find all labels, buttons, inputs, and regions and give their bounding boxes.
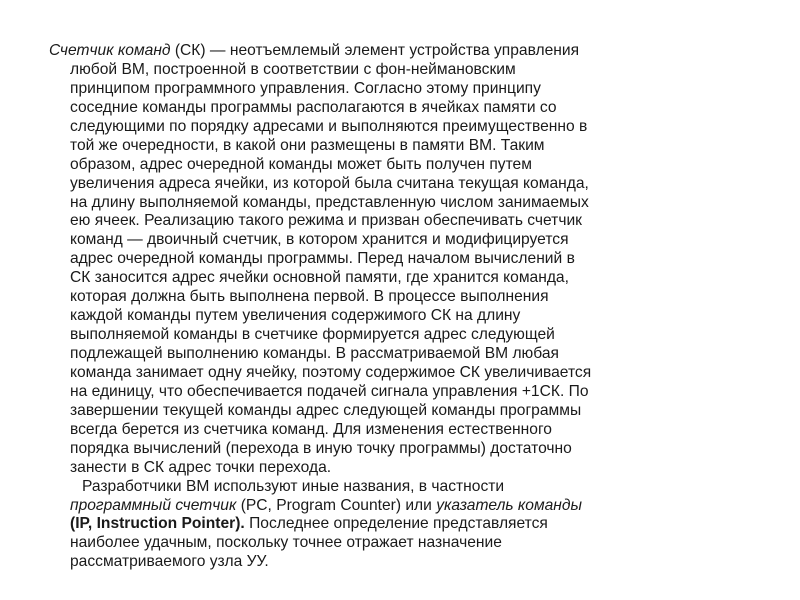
paragraph-line: подлежащей выполнению команды. В рассматриваемой ВМ любая — [70, 345, 559, 362]
paragraph-line: любой ВМ, построенной в соответствии с фон-неймановским — [70, 60, 516, 78]
paragraph-line: каждой команды путем увеличения содержимого СК на длину — [70, 307, 521, 325]
paragraph-line: завершении текущей команды адрес следующей команды программы — [70, 401, 582, 419]
term-program-counter-alt: программный счетчик — [70, 496, 237, 514]
paragraph-line: соседние команды программы располагаются в ячейках памяти со — [70, 98, 557, 116]
paragraph-line: рассматриваемого узла УУ. — [70, 553, 269, 571]
paragraph-line: увеличения адреса ячейки, из которой была считана текущая команда, — [70, 174, 589, 192]
paragraph-line: (IP, Instruction Pointer). Последнее определение представляется — [70, 515, 548, 533]
term-program-counter: Счетчик команд — [49, 42, 171, 59]
paragraph-alternative-names — [70, 478, 750, 573]
paragraph-line: Счетчик команд (СК) — неотъемлемый элемент устройства управления — [49, 42, 580, 59]
paragraph-line: СК заносится адрес ячейки основной памяти, где хранится команда, — [70, 269, 569, 287]
paragraph-line: выполняемой команды в счетчике формируется адрес следующей — [70, 326, 555, 344]
paragraph-line: на длину выполняемой команды, представленную числом занимаемых — [70, 193, 589, 211]
paragraph-line: ею ячеек. Реализацию такого режима и призван обеспечивать счетчик — [70, 212, 582, 230]
paragraph-line: наиболее удачным, поскольку точнее отражает назначение — [70, 534, 502, 552]
paragraph-line: программный счетчик (PC, Program Counter) или указатель команды — [70, 496, 582, 514]
term-ip-bold: (IP, Instruction Pointer). — [70, 515, 245, 533]
paragraph-line: занести в СК адрес точки перехода. — [70, 458, 332, 476]
term-instruction-pointer: указатель команды — [436, 496, 582, 514]
paragraph-line: следующими по порядку адресами и выполняются преимущественно в — [70, 117, 588, 135]
paragraph-program-counter — [49, 42, 750, 478]
paragraph-line: принципом программного управления. Согласно этому принципу — [70, 79, 541, 97]
paragraph-line: команд — двоичный счетчик, в котором хранится и модифицируется — [70, 231, 569, 249]
paragraph-line: на единицу, что обеспечивается подачей сигнала управления +1СК. По — [70, 382, 589, 400]
paragraph-line: той же очередности, в какой они размещены в памяти ВМ. Таким — [70, 136, 545, 154]
paragraph-line: адрес очередной команды программы. Перед началом вычислений в — [70, 250, 575, 268]
paragraph-line: образом, адрес очередной команды может быть получен путем — [70, 155, 532, 173]
paragraph-line: команда занимает одну ячейку, поэтому содержимое СК увеличивается — [70, 363, 592, 381]
document-text — [49, 42, 750, 572]
paragraph-line: которая должна быть выполнена первой. В процессе выполнения — [70, 288, 549, 306]
paragraph-line: всегда берется из счетчика команд. Для изменения естественного — [70, 420, 552, 438]
paragraph-line: порядка вычислений (перехода в иную точку программы) достаточно — [70, 439, 572, 457]
paragraph-line: Разработчики ВМ используют иные названия, в частности — [82, 477, 505, 495]
